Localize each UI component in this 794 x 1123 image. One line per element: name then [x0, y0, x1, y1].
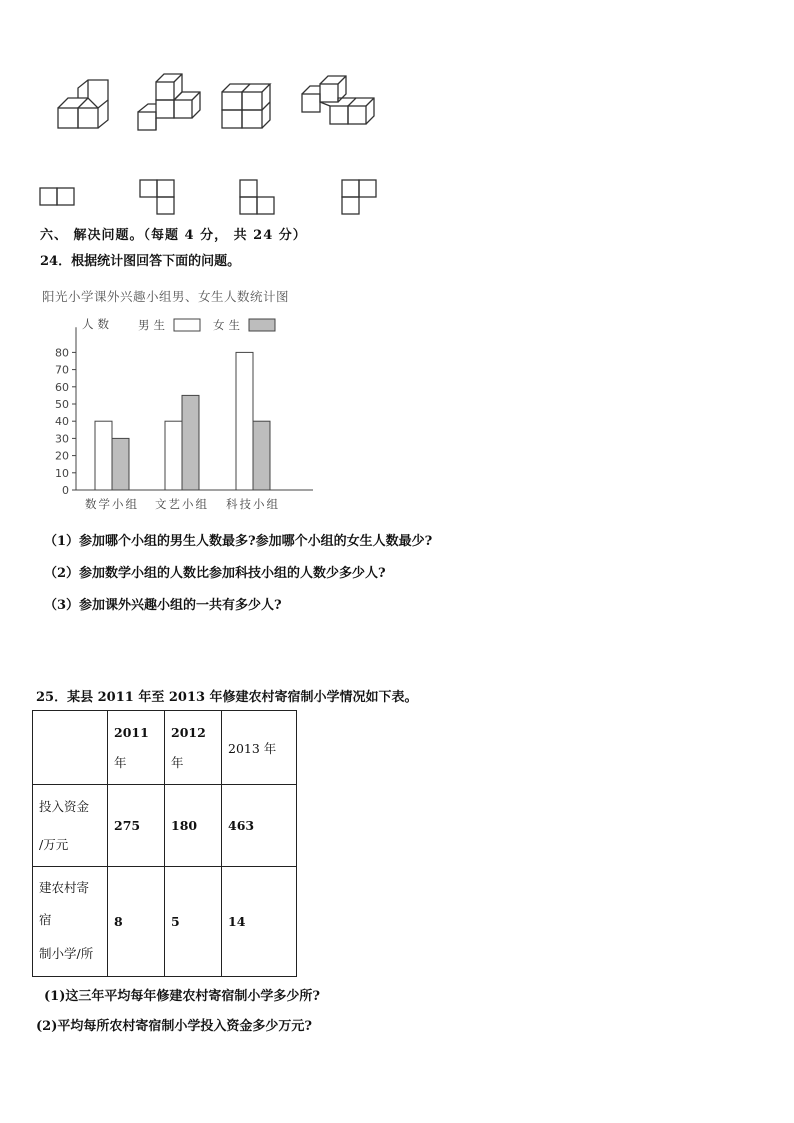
section-title: 六、 解决问题。（每题 4 分， 共 24 分） [40, 228, 307, 243]
table-cell: 5 [165, 867, 222, 977]
y-tick-label: 60 [55, 380, 69, 394]
question-24-1: （1）参加哪个小组的男生人数最多?参加哪个小组的女生人数最少? [44, 534, 433, 549]
question-24-2: （2）参加数学小组的人数比参加科技小组的人数少多少人? [44, 566, 386, 581]
question-25-title: 25．某县 2011 年至 2013 年修建农村寄宿制小学情况如下表。 [36, 690, 418, 705]
table-cell: 275 [108, 785, 165, 867]
bar-2-1 [253, 421, 270, 490]
bar-1-0 [165, 421, 182, 490]
table-row-schools [33, 867, 297, 977]
legend-label-1: 女生 [213, 318, 244, 332]
y-axis-label: 人数 [82, 317, 113, 331]
bar-chart [38, 308, 328, 518]
table-cell: 463 [222, 785, 297, 867]
y-tick-label: 70 [55, 363, 69, 377]
table-header-row [33, 711, 297, 785]
y-tick-label: 40 [55, 415, 69, 429]
table-cell: 14 [222, 867, 297, 977]
bar-0-1 [112, 438, 129, 490]
y-tick-label: 80 [55, 346, 69, 360]
y-tick-label: 50 [55, 398, 69, 411]
view-shape-1 [40, 188, 74, 205]
x-tick-label: 文艺小组 [155, 497, 209, 511]
y-tick-label: 0 [62, 484, 69, 497]
cube-figure-3 [222, 84, 270, 128]
legend-swatch-0 [174, 319, 200, 331]
table-header-2013: 2013 年 [222, 711, 297, 785]
view-shapes-row [38, 178, 388, 218]
cube-figure-4 [302, 76, 374, 124]
bar-0-0 [95, 421, 112, 490]
table-header-empty [33, 711, 108, 785]
table-header-2011: 2011 年 [108, 711, 165, 785]
cube-figures-row [40, 70, 380, 140]
view-shape-2 [140, 180, 174, 214]
y-tick-label: 30 [55, 432, 69, 446]
table-cell: 8 [108, 867, 165, 977]
question-25-1: (1)这三年平均每年修建农村寄宿制小学多少所? [44, 989, 320, 1004]
table-row-label: 建农村寄 宿 制小学/所 [33, 867, 108, 977]
table-header-2012: 2012 年 [165, 711, 222, 785]
question-24-3: （3）参加课外兴趣小组的一共有多少人? [44, 598, 282, 613]
table-row-investment [33, 785, 297, 867]
table-cell: 180 [165, 785, 222, 867]
question-25-2: (2)平均每所农村寄宿制小学投入资金多少万元? [36, 1019, 312, 1034]
question-24-title: 24．根据统计图回答下面的问题。 [40, 254, 241, 269]
view-shape-4 [342, 180, 376, 214]
bar-2-0 [236, 352, 253, 490]
x-tick-label: 科技小组 [226, 497, 280, 511]
cube-figure-2 [138, 74, 200, 130]
cube-figure-1 [58, 80, 108, 128]
chart-title: 阳光小学课外兴趣小组男、女生人数统计图 [42, 289, 290, 304]
bar-1-1 [182, 395, 199, 490]
y-tick-label: 20 [55, 449, 69, 463]
table-row-label: 投入资金 /万元 [33, 785, 108, 867]
investment-table [32, 710, 297, 977]
view-shape-3 [240, 180, 274, 214]
legend-label-0: 男生 [138, 318, 169, 332]
y-tick-label: 10 [55, 466, 69, 480]
x-tick-label: 数学小组 [85, 497, 139, 511]
legend-swatch-1 [249, 319, 275, 331]
